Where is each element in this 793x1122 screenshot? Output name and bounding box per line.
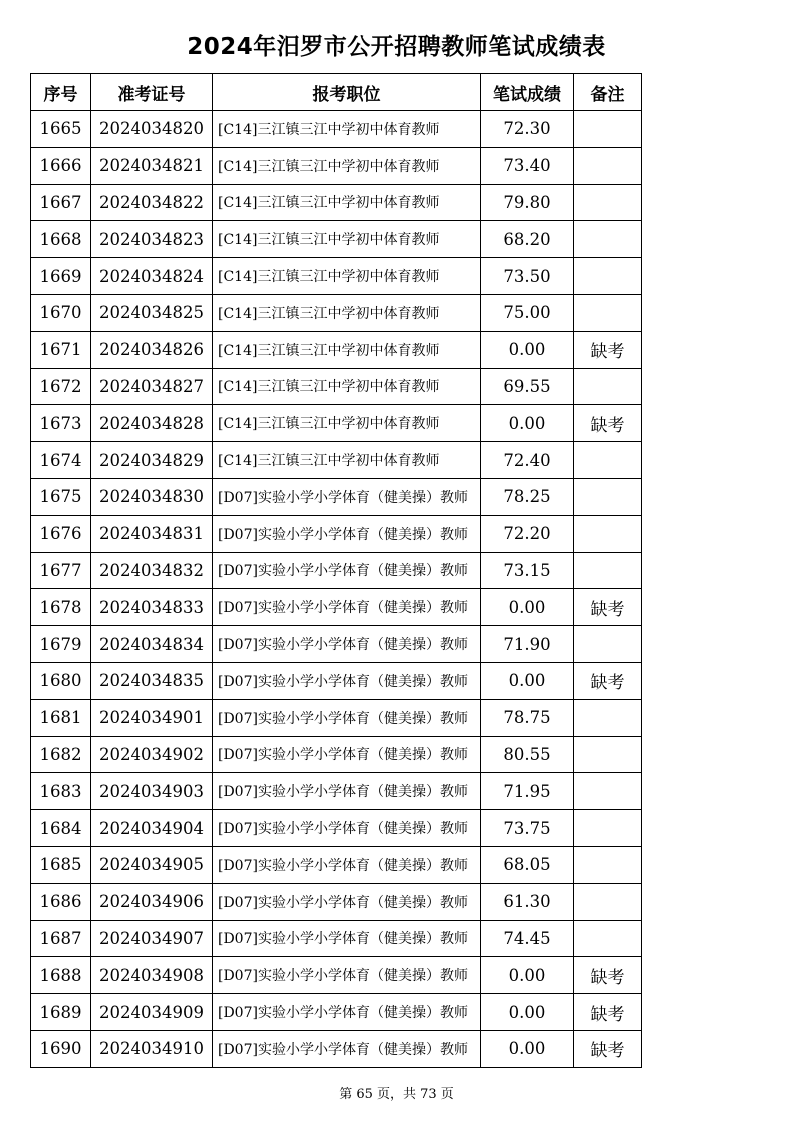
cell-remark: 缺考	[574, 1030, 642, 1067]
cell-score: 0.00	[481, 331, 574, 368]
cell-remark: 缺考	[574, 994, 642, 1031]
cell-seq: 1676	[31, 515, 91, 552]
cell-exam-id: 2024034835	[91, 662, 213, 699]
cell-position: [D07]实验小学小学体育（健美操）教师	[213, 552, 481, 589]
cell-exam-id: 2024034824	[91, 258, 213, 295]
cell-position: [C14]三江镇三江中学初中体育教师	[213, 184, 481, 221]
cell-score: 79.80	[481, 184, 574, 221]
cell-position: [C14]三江镇三江中学初中体育教师	[213, 331, 481, 368]
cell-remark	[574, 294, 642, 331]
table-row	[31, 552, 642, 589]
cell-remark: 缺考	[574, 589, 642, 626]
cell-remark	[574, 736, 642, 773]
cell-exam-id: 2024034826	[91, 331, 213, 368]
cell-remark	[574, 111, 642, 148]
cell-position: [C14]三江镇三江中学初中体育教师	[213, 258, 481, 295]
cell-exam-id: 2024034833	[91, 589, 213, 626]
cell-exam-id: 2024034901	[91, 699, 213, 736]
cell-exam-id: 2024034825	[91, 294, 213, 331]
table-row	[31, 515, 642, 552]
table-row	[31, 221, 642, 258]
cell-exam-id: 2024034906	[91, 883, 213, 920]
cell-seq: 1677	[31, 552, 91, 589]
cell-seq: 1686	[31, 883, 91, 920]
cell-score: 75.00	[481, 294, 574, 331]
cell-position: [D07]实验小学小学体育（健美操）教师	[213, 589, 481, 626]
table-row	[31, 111, 642, 148]
cell-position: [D07]实验小学小学体育（健美操）教师	[213, 920, 481, 957]
cell-seq: 1680	[31, 662, 91, 699]
cell-remark	[574, 846, 642, 883]
cell-score: 73.15	[481, 552, 574, 589]
cell-seq: 1672	[31, 368, 91, 405]
header-position: 报考职位	[213, 74, 481, 111]
cell-seq: 1685	[31, 846, 91, 883]
table-row	[31, 589, 642, 626]
scores-table	[30, 73, 642, 1068]
cell-score: 78.25	[481, 478, 574, 515]
cell-exam-id: 2024034829	[91, 442, 213, 479]
cell-position: [C14]三江镇三江中学初中体育教师	[213, 147, 481, 184]
cell-remark: 缺考	[574, 405, 642, 442]
table-row	[31, 736, 642, 773]
cell-position: [D07]实验小学小学体育（健美操）教师	[213, 478, 481, 515]
cell-seq: 1688	[31, 957, 91, 994]
cell-exam-id: 2024034904	[91, 810, 213, 847]
cell-position: [D07]实验小学小学体育（健美操）教师	[213, 1030, 481, 1067]
table-row	[31, 662, 642, 699]
cell-seq: 1690	[31, 1030, 91, 1067]
page-footer: 第 65 页，共 73 页	[339, 1087, 454, 1102]
cell-position: [D07]实验小学小学体育（健美操）教师	[213, 810, 481, 847]
table-row	[31, 478, 642, 515]
table-row	[31, 331, 642, 368]
cell-seq: 1666	[31, 147, 91, 184]
cell-seq: 1689	[31, 994, 91, 1031]
cell-exam-id: 2024034902	[91, 736, 213, 773]
table-row	[31, 147, 642, 184]
cell-exam-id: 2024034910	[91, 1030, 213, 1067]
cell-exam-id: 2024034908	[91, 957, 213, 994]
cell-seq: 1667	[31, 184, 91, 221]
cell-position: [C14]三江镇三江中学初中体育教师	[213, 221, 481, 258]
cell-seq: 1673	[31, 405, 91, 442]
cell-exam-id: 2024034905	[91, 846, 213, 883]
cell-exam-id: 2024034907	[91, 920, 213, 957]
table-row	[31, 626, 642, 663]
cell-exam-id: 2024034828	[91, 405, 213, 442]
table-row	[31, 994, 642, 1031]
cell-seq: 1682	[31, 736, 91, 773]
cell-exam-id: 2024034821	[91, 147, 213, 184]
cell-position: [D07]实验小学小学体育（健美操）教师	[213, 846, 481, 883]
table-row	[31, 883, 642, 920]
table-row	[31, 184, 642, 221]
cell-remark	[574, 221, 642, 258]
cell-remark	[574, 442, 642, 479]
table-row	[31, 699, 642, 736]
cell-position: [C14]三江镇三江中学初中体育教师	[213, 294, 481, 331]
cell-position: [C14]三江镇三江中学初中体育教师	[213, 111, 481, 148]
cell-remark	[574, 478, 642, 515]
table-row	[31, 920, 642, 957]
page-title: 2024年汨罗市公开招聘教师笔试成绩表	[187, 34, 606, 60]
cell-remark	[574, 883, 642, 920]
cell-seq: 1674	[31, 442, 91, 479]
cell-seq: 1670	[31, 294, 91, 331]
header-remark: 备注	[574, 74, 642, 111]
cell-remark	[574, 552, 642, 589]
cell-position: [D07]实验小学小学体育（健美操）教师	[213, 736, 481, 773]
cell-seq: 1669	[31, 258, 91, 295]
cell-seq: 1665	[31, 111, 91, 148]
table-row	[31, 405, 642, 442]
table-row	[31, 1030, 642, 1067]
cell-score: 68.20	[481, 221, 574, 258]
cell-exam-id: 2024034820	[91, 111, 213, 148]
cell-score: 68.05	[481, 846, 574, 883]
cell-score: 73.40	[481, 147, 574, 184]
cell-remark	[574, 368, 642, 405]
cell-exam-id: 2024034822	[91, 184, 213, 221]
cell-position: [D07]实验小学小学体育（健美操）教师	[213, 883, 481, 920]
cell-score: 69.55	[481, 368, 574, 405]
cell-exam-id: 2024034823	[91, 221, 213, 258]
cell-position: [D07]实验小学小学体育（健美操）教师	[213, 626, 481, 663]
header-exam-id: 准考证号	[91, 74, 213, 111]
cell-seq: 1683	[31, 773, 91, 810]
cell-remark: 缺考	[574, 957, 642, 994]
cell-seq: 1671	[31, 331, 91, 368]
cell-position: [C14]三江镇三江中学初中体育教师	[213, 442, 481, 479]
cell-position: [D07]实验小学小学体育（健美操）教师	[213, 957, 481, 994]
table-row	[31, 294, 642, 331]
cell-score: 71.95	[481, 773, 574, 810]
cell-score: 0.00	[481, 405, 574, 442]
cell-score: 80.55	[481, 736, 574, 773]
cell-exam-id: 2024034834	[91, 626, 213, 663]
cell-exam-id: 2024034830	[91, 478, 213, 515]
cell-remark	[574, 920, 642, 957]
cell-position: [D07]实验小学小学体育（健美操）教师	[213, 662, 481, 699]
header-score: 笔试成绩	[481, 74, 574, 111]
cell-seq: 1678	[31, 589, 91, 626]
cell-score: 0.00	[481, 1030, 574, 1067]
cell-remark: 缺考	[574, 662, 642, 699]
cell-remark	[574, 626, 642, 663]
cell-exam-id: 2024034827	[91, 368, 213, 405]
table-header-row	[31, 74, 642, 111]
cell-score: 0.00	[481, 994, 574, 1031]
cell-score: 72.40	[481, 442, 574, 479]
cell-seq: 1684	[31, 810, 91, 847]
cell-exam-id: 2024034909	[91, 994, 213, 1031]
cell-seq: 1675	[31, 478, 91, 515]
cell-exam-id: 2024034903	[91, 773, 213, 810]
cell-remark	[574, 258, 642, 295]
cell-score: 0.00	[481, 662, 574, 699]
cell-score: 0.00	[481, 957, 574, 994]
table-row	[31, 846, 642, 883]
cell-position: [C14]三江镇三江中学初中体育教师	[213, 405, 481, 442]
cell-remark	[574, 147, 642, 184]
cell-score: 61.30	[481, 883, 574, 920]
cell-remark	[574, 810, 642, 847]
table-row	[31, 957, 642, 994]
table-row	[31, 368, 642, 405]
cell-exam-id: 2024034831	[91, 515, 213, 552]
table-row	[31, 773, 642, 810]
cell-score: 73.50	[481, 258, 574, 295]
table-row	[31, 810, 642, 847]
cell-seq: 1668	[31, 221, 91, 258]
cell-exam-id: 2024034832	[91, 552, 213, 589]
cell-score: 72.20	[481, 515, 574, 552]
cell-remark: 缺考	[574, 331, 642, 368]
cell-position: [D07]实验小学小学体育（健美操）教师	[213, 773, 481, 810]
cell-seq: 1681	[31, 699, 91, 736]
cell-remark	[574, 184, 642, 221]
cell-score: 71.90	[481, 626, 574, 663]
cell-position: [C14]三江镇三江中学初中体育教师	[213, 368, 481, 405]
cell-score: 72.30	[481, 111, 574, 148]
table-row	[31, 442, 642, 479]
cell-seq: 1687	[31, 920, 91, 957]
cell-score: 0.00	[481, 589, 574, 626]
cell-remark	[574, 699, 642, 736]
cell-position: [D07]实验小学小学体育（健美操）教师	[213, 699, 481, 736]
cell-remark	[574, 773, 642, 810]
cell-seq: 1679	[31, 626, 91, 663]
cell-position: [D07]实验小学小学体育（健美操）教师	[213, 515, 481, 552]
cell-score: 73.75	[481, 810, 574, 847]
cell-position: [D07]实验小学小学体育（健美操）教师	[213, 994, 481, 1031]
cell-remark	[574, 515, 642, 552]
header-seq: 序号	[31, 74, 91, 111]
table-row	[31, 258, 642, 295]
cell-score: 78.75	[481, 699, 574, 736]
cell-score: 74.45	[481, 920, 574, 957]
